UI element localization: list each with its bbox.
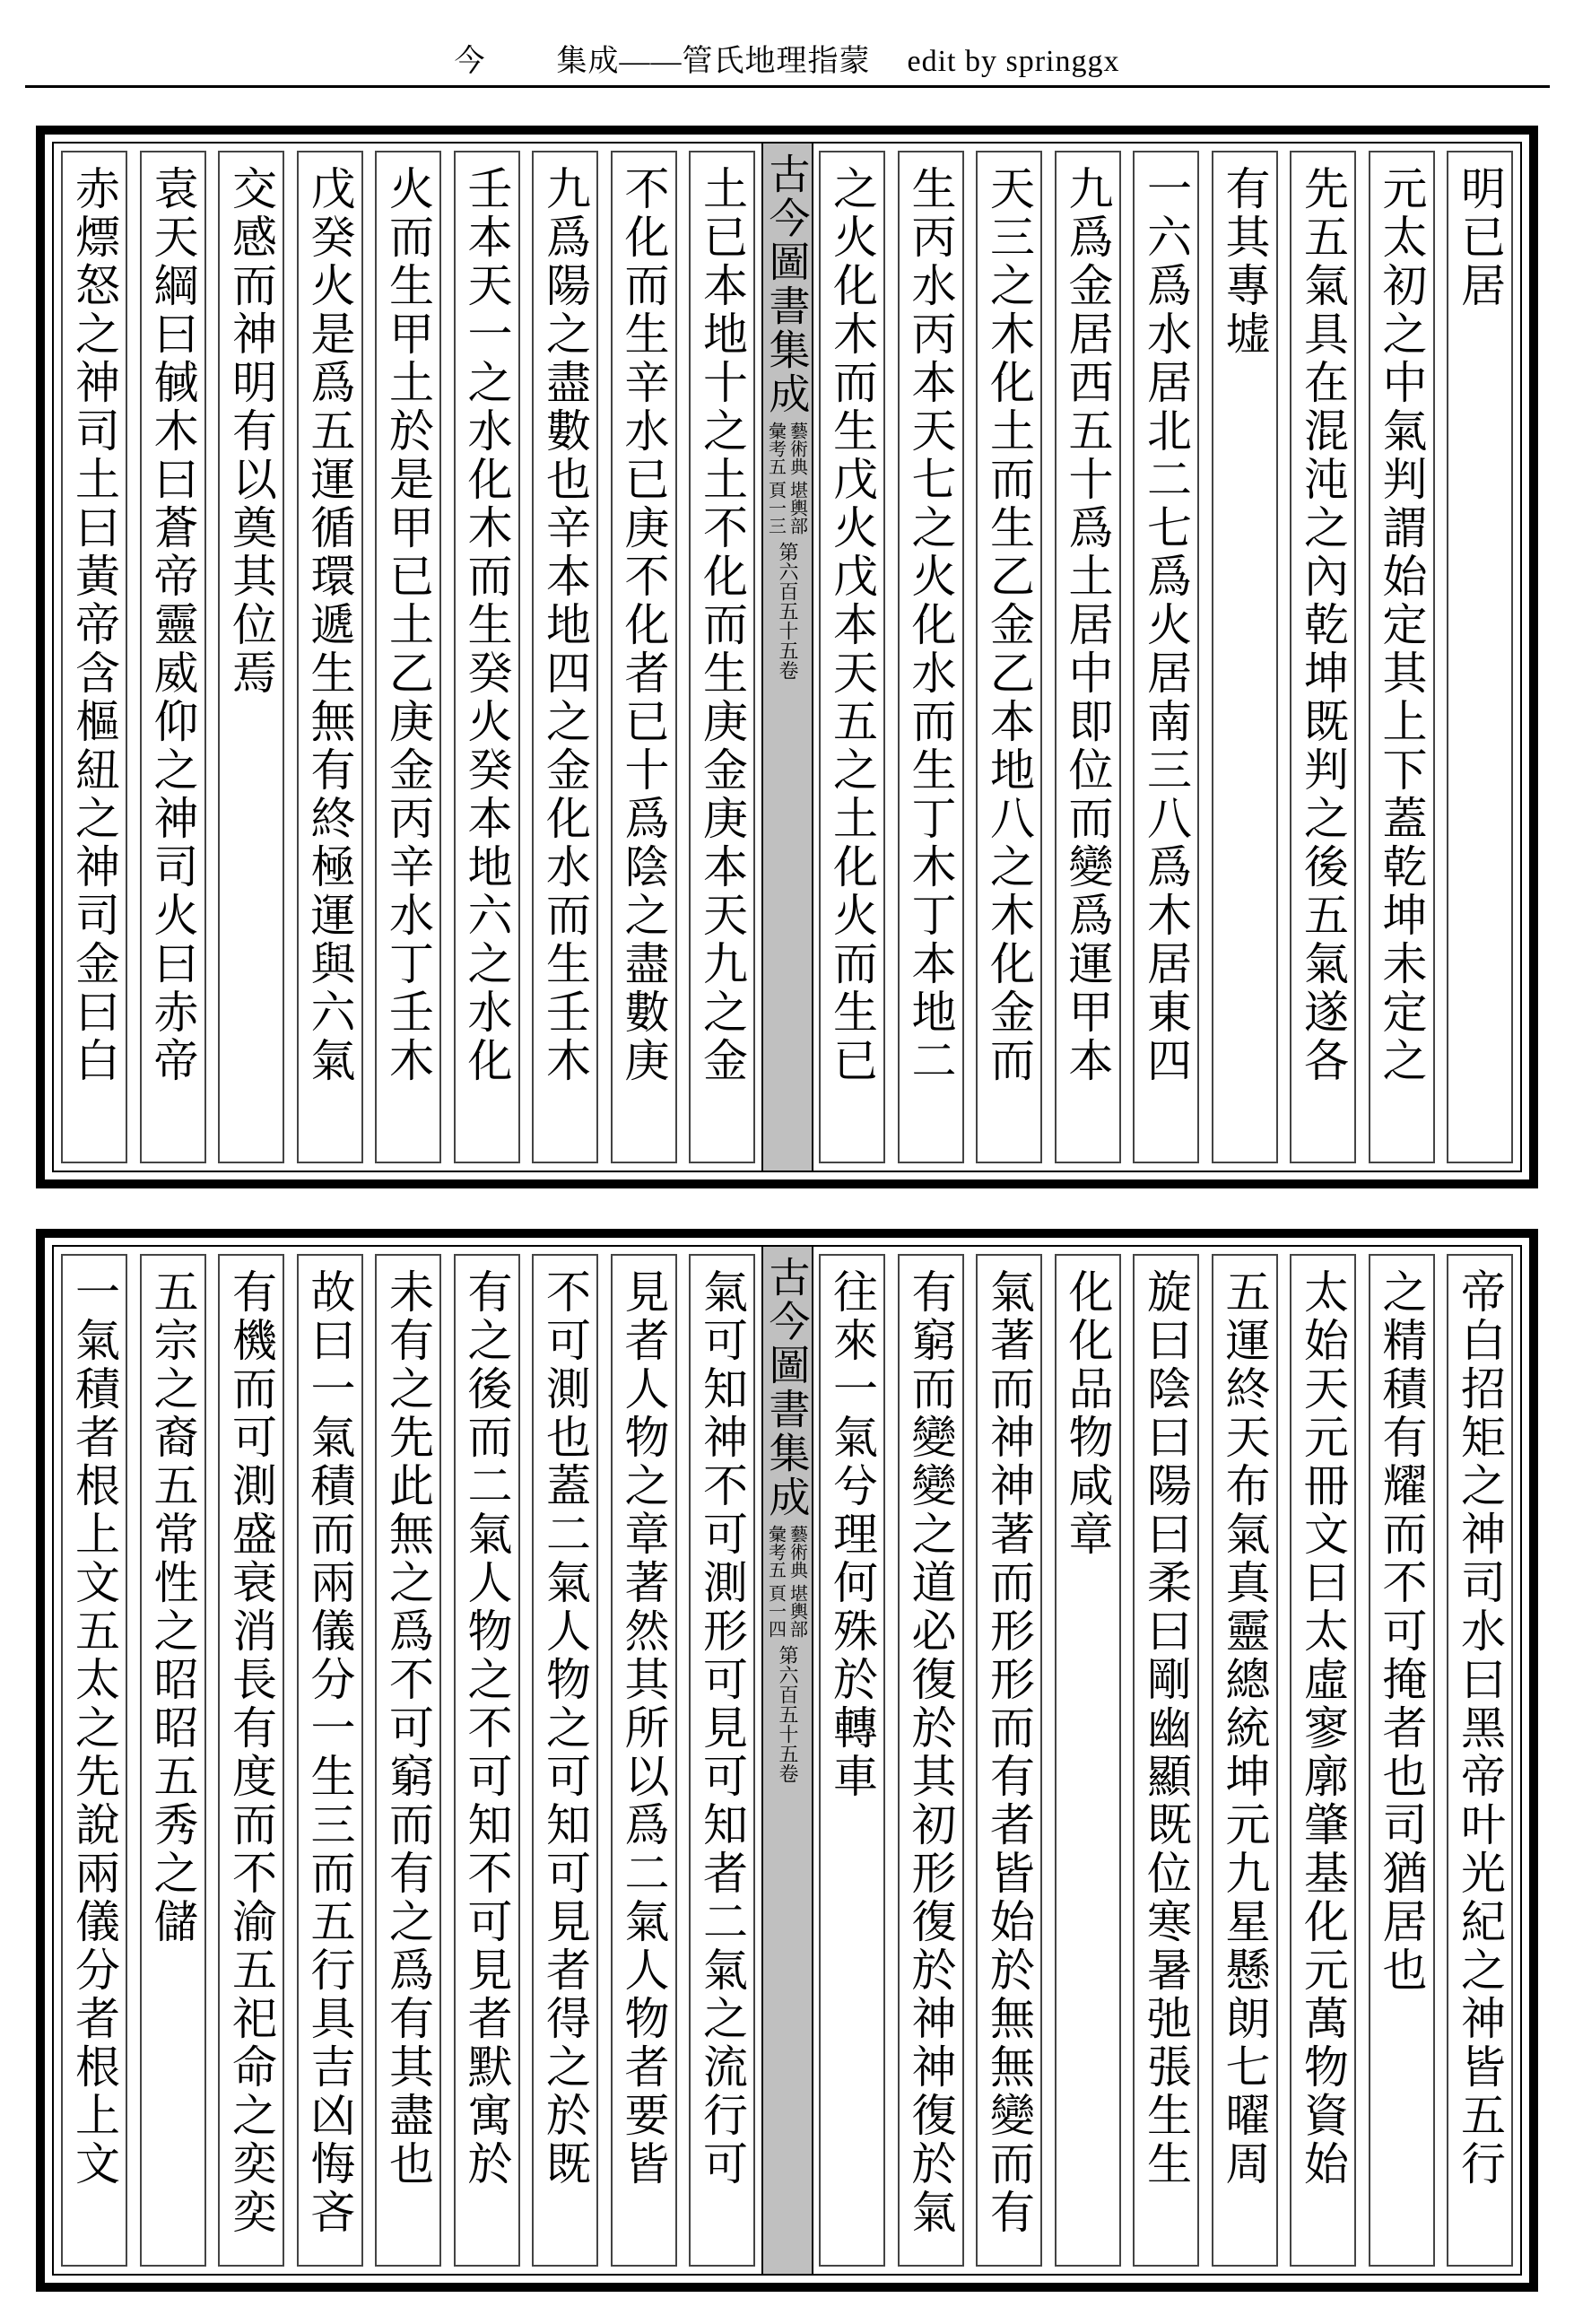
text-column: 氣可知神不可測形可見可知者二氣之流行可	[689, 1254, 755, 2267]
text-column: 故曰一氣積而兩儀分一生三而五行具吉凶悔吝	[297, 1254, 363, 2267]
gutter-sub: 彙考五	[765, 422, 787, 475]
text-column: 赤熛怒之神司土曰黃帝含樞紐之神司金曰白	[61, 151, 127, 1163]
text-column: 有之後而二氣人物之不可知不可見者默寓於	[454, 1254, 520, 2267]
text-column: 五運終天布氣真靈總統坤元九星懸朗七曜周	[1212, 1254, 1278, 2267]
text-column: 之火化木而生戊火戊本天五之土化火而生已	[819, 151, 885, 1163]
gutter-sub: 堪輿部	[787, 481, 809, 535]
text-column: 交感而神明有以奠其位焉	[218, 151, 284, 1163]
page-2-right-half	[812, 1247, 1520, 2274]
page-1-right-half	[812, 144, 1520, 1171]
book-page-1	[36, 126, 1538, 1188]
text-column: 之精積有耀而不可掩者也司猶居也	[1369, 1254, 1435, 2267]
book-page-2	[36, 1229, 1538, 2292]
text-column: 氣著而神神著而形形而有者皆始於無無變而有	[976, 1254, 1042, 2267]
text-column: 一六爲水居北二七爲火居南三八爲木居東四	[1133, 151, 1199, 1163]
header-title: 集成——管氏地理指蒙	[556, 45, 871, 78]
text-column: 元太初之中氣判謂始定其上下蓋乾坤未定之	[1369, 151, 1435, 1163]
text-column: 先五氣具在混沌之內乾坤既判之後五氣遂各	[1290, 151, 1356, 1163]
gutter-sub: 藝術典	[787, 422, 809, 475]
text-column: 化化品物咸章	[1055, 1254, 1121, 2267]
text-column: 壬本天一之水化木而生癸火癸本地六之水化	[454, 151, 520, 1163]
page-header	[0, 36, 1574, 80]
text-column: 旋曰陰曰陽曰柔曰剛幽顯既位寒暑弛張生生	[1133, 1254, 1199, 2267]
gutter-sub: 藝術典	[787, 1525, 809, 1579]
text-column: 九爲陽之盡數也辛本地四之金化水而生壬木	[532, 151, 598, 1163]
gutter-sub: 堪輿部	[787, 1584, 809, 1638]
text-column: 見者人物之章著然其所以爲二氣人物者要皆	[611, 1254, 677, 2267]
text-column: 明已居	[1447, 151, 1513, 1163]
gutter-volume: 第六百五十五卷	[776, 1645, 798, 1783]
text-column: 有窮而變變之道必復於其初形復於神神復於氣	[898, 1254, 964, 2267]
gutter-volume: 第六百五十五卷	[776, 542, 798, 680]
header-credit: edit by springgx	[907, 45, 1120, 78]
text-column: 太始天元冊文曰太虛寥廓肇基化元萬物資始	[1290, 1254, 1356, 2267]
text-column: 九爲金居西五十爲土居中即位而變爲運甲本	[1055, 151, 1121, 1163]
text-column: 火而生甲土於是甲已土乙庚金丙辛水丁壬木	[375, 151, 441, 1163]
text-column: 一氣積者根上文五太之先說兩儀分者根上文	[61, 1254, 127, 2267]
gutter-title: 古今圖書集成	[762, 1256, 812, 1519]
page-2-gutter	[753, 1247, 822, 2274]
page-1-left-half	[54, 144, 762, 1171]
page-1-gutter	[753, 144, 822, 1171]
text-column: 有其專墟	[1212, 151, 1278, 1163]
gutter-sub: 頁一四	[765, 1584, 787, 1638]
text-column: 不化而生辛水已庚不化者已十爲陰之盡數庚	[611, 151, 677, 1163]
gutter-sub: 彙考五	[765, 1525, 787, 1579]
text-column: 五宗之裔五常性之昭昭五秀之儲	[140, 1254, 206, 2267]
text-column: 天三之木化土而生乙金乙本地八之木化金而	[976, 151, 1042, 1163]
gutter-title: 古今圖書集成	[762, 152, 812, 416]
text-column: 有機而可測盛衰消長有度而不渝五祀命之奕奕	[218, 1254, 284, 2267]
text-column: 不可測也蓋二氣人物之可知可見者得之於既	[532, 1254, 598, 2267]
header-rule	[25, 85, 1550, 88]
text-column: 帝白招矩之神司水曰黑帝叶光紀之神皆五行	[1447, 1254, 1513, 2267]
header-left: 今	[454, 45, 486, 78]
text-column: 往來一氣兮理何殊於轉車	[819, 1254, 885, 2267]
gutter-sub: 頁一三	[765, 481, 787, 535]
page-2-left-half	[54, 1247, 762, 2274]
text-column: 未有之先此無之爲不可窮而有之爲有其盡也	[375, 1254, 441, 2267]
text-column: 戊癸火是爲五運循環遞生無有終極運與六氣	[297, 151, 363, 1163]
text-column: 袁天綱曰戫木曰蒼帝靈威仰之神司火曰赤帝	[140, 151, 206, 1163]
text-column: 土已本地十之土不化而生庚金庚本天九之金	[689, 151, 755, 1163]
text-column: 生丙水丙本天七之火化水而生丁木丁本地二	[898, 151, 964, 1163]
